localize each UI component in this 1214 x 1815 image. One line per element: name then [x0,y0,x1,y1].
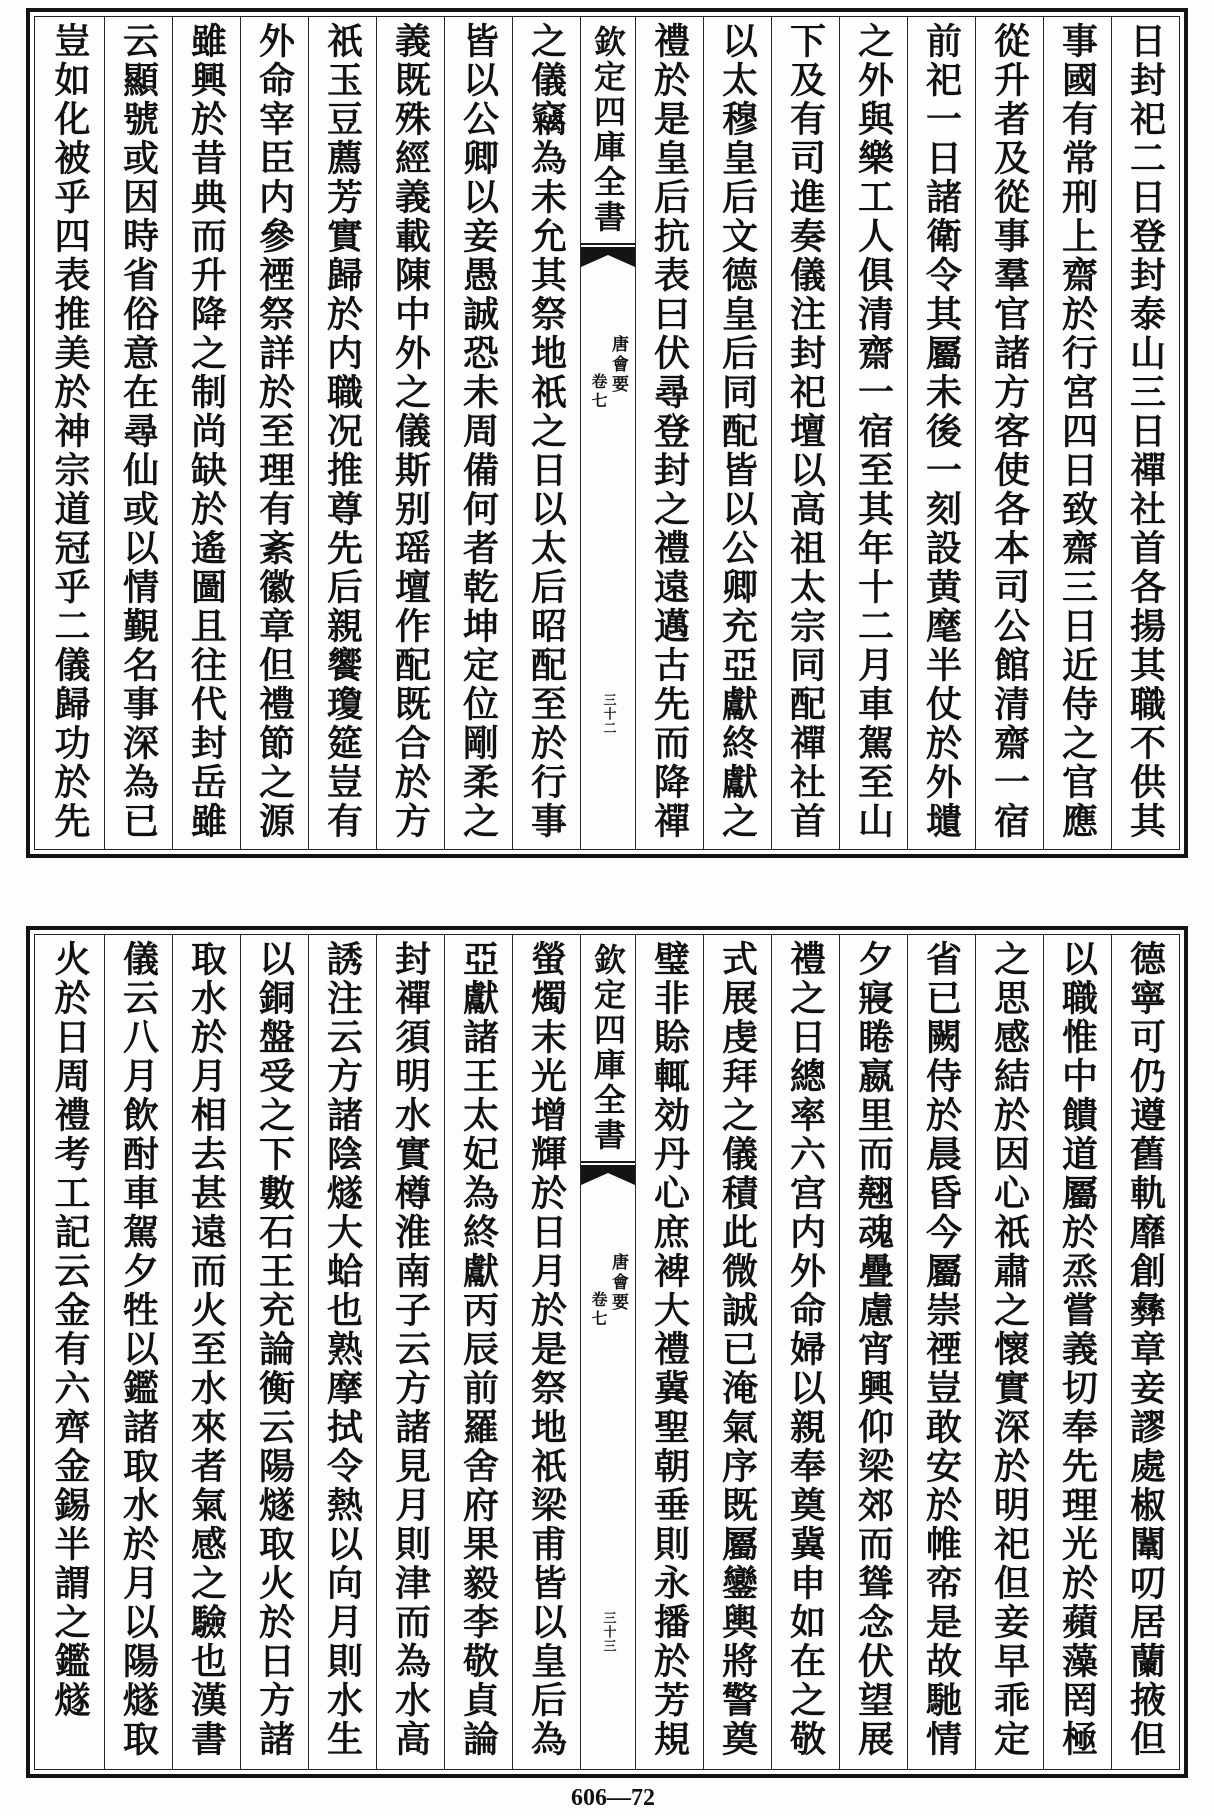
book-title: 唐會要 [608,1253,628,1313]
text-column [1111,17,1179,849]
volume-label: 卷七 [589,1291,608,1329]
column-text: 事國有常刑上齋於行宮四日致齋三日近侍之官應 [1056,22,1099,841]
text-column [839,17,907,849]
text-column [308,935,376,1769]
column-text: 禮之日總率六宫内外命婦以親奉奠冀申如在之敬 [784,940,827,1759]
column-text: 前祀一日諸衛令其屬未後一刻設黄麾半仗於外壝 [920,22,963,841]
text-column [36,17,104,849]
upper-leaf-columns [34,16,1180,850]
column-text: 省已闕侍於晨昏今屬崇禋豈敢安於帷帟是故馳情 [920,940,963,1759]
column-text: 祇玉豆薦芳實歸於内職况推尊先后親饗瓊筵豈有 [321,22,364,841]
text-column [512,17,580,849]
text-column [444,17,512,849]
text-column [635,17,703,849]
column-text: 禮於是皇后抗表曰伏尋登封之禮遠邁古先而降禪 [648,22,691,841]
text-column [839,935,907,1769]
text-column [104,17,172,849]
book-title: 唐會要 [608,335,628,395]
column-text: 之思感結於因心祇肅之懷實深於明祀但妾早乖定 [988,940,1031,1759]
column-text: 日封祀二日登封泰山三日禪社首各揚其職不供其 [1124,22,1167,841]
text-column [512,935,580,1769]
column-text: 火於日周禮考工記云金有六齊金錫半謂之鑑燧 [49,940,91,1720]
column-text: 式展虔拜之儀積此微誠已淹氣序既屬鑾輿將警奠 [716,940,759,1759]
lower-leaf-frame [26,926,1188,1778]
text-column [240,935,308,1769]
column-text: 夕寢睠嬴里而翹魂疊慮宵興仰梁郊而聳念伏望展 [852,940,895,1759]
column-text: 之外與樂工人俱清齋一宿至其年十二月車駕至山 [852,22,895,841]
column-text: 之儀竊為未允其祭地祇之日以太后昭配至於行事 [525,22,568,841]
lower-leaf-columns [34,934,1180,1770]
text-column [635,935,703,1769]
fold-rule [581,1161,635,1163]
text-column [771,935,839,1769]
text-column [1043,935,1111,1769]
text-column [444,935,512,1769]
column-text: 以銅盤受之下數石王充論衡云陽燧取火於日方諸 [253,940,296,1759]
text-column [104,935,172,1769]
text-column [240,17,308,849]
volume-label: 卷七 [589,373,608,411]
text-column [1043,17,1111,849]
column-text: 雖興於昔典而升降之制尚缺於遙圖且往代封岳雖 [185,22,228,841]
column-text: 螢燭末光增輝於日月於是祭地祇梁甫皆以皇后為 [525,940,568,1759]
column-text: 封禪須明水實樽淮南子云方諸見月則津而為水高 [389,940,432,1759]
center-fold-column [580,935,635,1769]
text-column [907,935,975,1769]
fold-rule [581,243,635,245]
text-column [771,17,839,849]
column-text: 豈如化被乎四表推美於神宗道冠乎二儀歸功於先 [49,22,91,841]
column-text: 從升者及從事羣官諸方客使各本司公館清齋一宿 [988,22,1031,841]
text-column [36,935,104,1769]
column-text: 云顯號或因時省俗意在尋仙或以情覲名事深為已 [117,22,160,841]
column-text: 以職惟中饋道屬於烝嘗義切奉先理光於蘋藻罔極 [1056,940,1099,1759]
upper-leaf-frame [26,8,1188,858]
collection-title: 欽定四庫全書 [589,943,627,1153]
column-text: 璧非賒輒効丹心庶裨大禮冀聖朝垂則永播於芳規 [648,940,691,1759]
column-text: 以太穆皇后文德皇后同配皆以公卿充亞獻終獻之 [716,22,759,841]
text-column [308,17,376,849]
column-text: 儀云八月飲酎車駕夕牲以鑑諸取水於月以陽燧取 [117,940,160,1759]
fishtail-mark-icon [581,1165,635,1187]
column-text: 下及有司進奏儀注封祀壇以高祖太宗同配禪社首 [784,22,827,841]
column-text: 外命宰臣内參禋祭詳於至理有紊徽章但禮節之源 [253,22,296,841]
column-text: 皆以公卿以妾愚誠恐未周備何者乾坤定位剛柔之 [457,22,500,841]
text-column [907,17,975,849]
page-number: 三十二 [600,693,616,735]
column-text: 誘注云方諸陰燧大蛤也熟摩拭令熱以向月則水生 [321,940,364,1759]
text-column [1111,935,1179,1769]
text-column [376,17,444,849]
reprint-page-label: 606—72 [571,1785,655,1811]
page-number: 三十三 [600,1611,616,1653]
column-text: 亞獻諸王太妃為終獻丙辰前羅舍府果毅李敬貞論 [457,940,500,1759]
text-column [703,17,771,849]
fishtail-mark-icon [581,247,635,269]
text-column [376,935,444,1769]
text-column [975,17,1043,849]
text-column [975,935,1043,1769]
center-fold-column [580,17,635,849]
text-column [172,17,240,849]
text-column [703,935,771,1769]
text-column [172,935,240,1769]
column-text: 義既殊經義載陳中外之儀斯别瑶壇作配既合於方 [389,22,432,841]
collection-title: 欽定四庫全書 [589,25,627,235]
column-text: 取水於月相去甚遠而火至水來者氣感之驗也漢書 [185,940,228,1759]
column-text: 德寧可仍遵舊軌靡創彝章妾謬處椒闈叨居蘭掖但 [1124,940,1167,1759]
